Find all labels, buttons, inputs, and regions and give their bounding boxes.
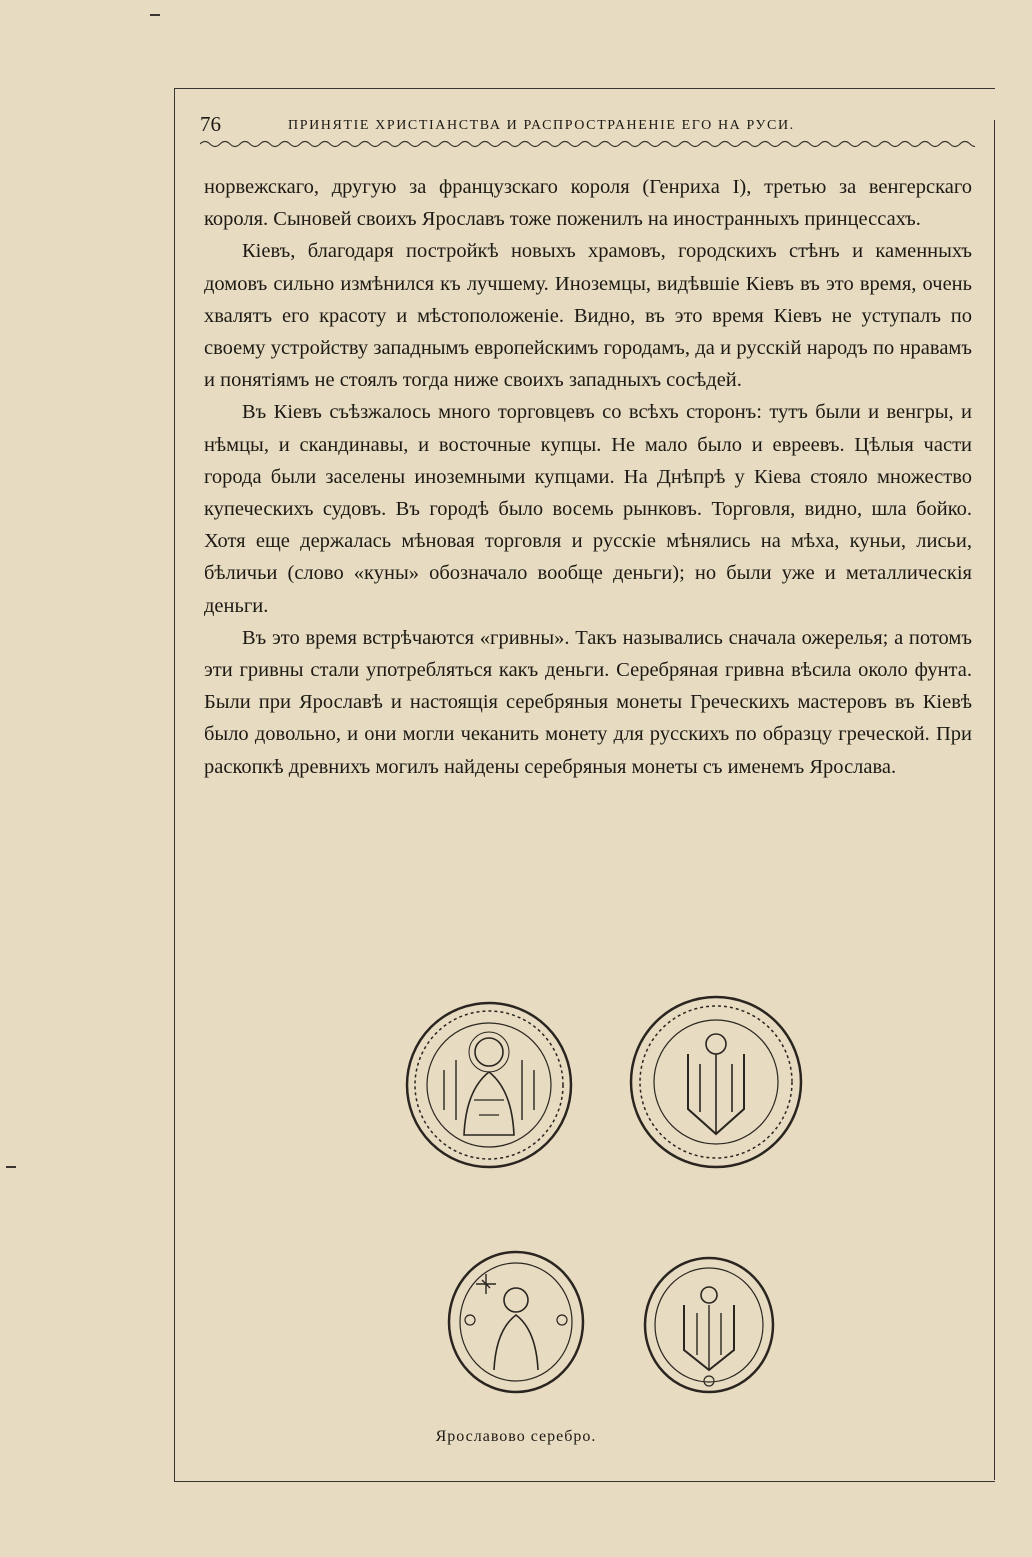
paragraph: Въ это время встрѣчаются «гривны». Такъ назывались сначала ожерелья; а потомъ эти гривны стали употребляться какъ деньги. Серебряная гривна вѣсила около фунта. Были при Ярославѣ и настоящія серебряныя монеты Греческихъ мастеровъ въ Кіевѣ было довольно, и они могли чеканить монету для русскихъ по образцу греческой. При раскопкѣ древнихъ могилъ найдены серебряныя монеты съ именемъ Ярослава.: [204, 626, 972, 778]
print-mark: [150, 14, 160, 16]
coin-reverse-large-illustration: [628, 994, 804, 1170]
paragraph: Въ Кіевъ съѣзжалось много торговцевъ со всѣхъ сторонъ: тутъ были и венгры, и нѣмцы, и скандинавы, и восточные купцы. Не мало было и евреевъ. Цѣлыя части города были заселены иноземными купцами. На Днѣпрѣ у Кіева стояло множество купеческихъ судовъ. Въ городѣ было восемь рынковъ. Торговля, видно, шла бойко. Хотя еще держалась мѣновая торговля и русскіе мѣнялись на мѣха, куньи, лисьи, бѣличьи (слово «куны» обозначало вообще деньги); но были уже и металлическія деньги.: [204, 401, 972, 617]
coin-reverse-small-illustration: [642, 1255, 777, 1395]
paragraph: норвежскаго, другую за французскаго короля (Генриха I), третью за венгерскаго короля. Сыновей своихъ Ярославъ тоже поженилъ на иностранныхъ принцессахъ.: [204, 176, 972, 231]
print-mark: [6, 1166, 16, 1168]
coin-obverse-small-illustration: [446, 1250, 586, 1395]
page-number: 76: [200, 112, 221, 136]
ornamental-rule: [200, 138, 975, 150]
paragraph: Кіевъ, благодаря постройкѣ новыхъ храмовъ, городскихъ стѣнъ и каменныхъ домовъ сильно измѣнился къ лучшему. Иноземцы, видѣвшіе Кіевъ въ это время, очень хвалятъ его красоту и мѣстоположеніе. Видно, въ это время Кіевъ не уступалъ по своему устройству западнымъ европейскимъ городамъ, да и русскій народъ по нравамъ и понятіямъ не стоялъ тогда ниже своихъ западныхъ сосѣдей.: [204, 240, 972, 392]
body-text: [204, 171, 972, 783]
coin-obverse-large-illustration: [404, 1000, 574, 1170]
running-title: ПРИНЯТІЕ ХРИСТІАНСТВА И РАСПРОСТРАНЕНІЕ ЕГО НА РУСИ.: [288, 118, 795, 133]
figure-caption: Ярославово серебро.: [435, 1428, 597, 1445]
page-frame-right-rule: [994, 120, 995, 1480]
